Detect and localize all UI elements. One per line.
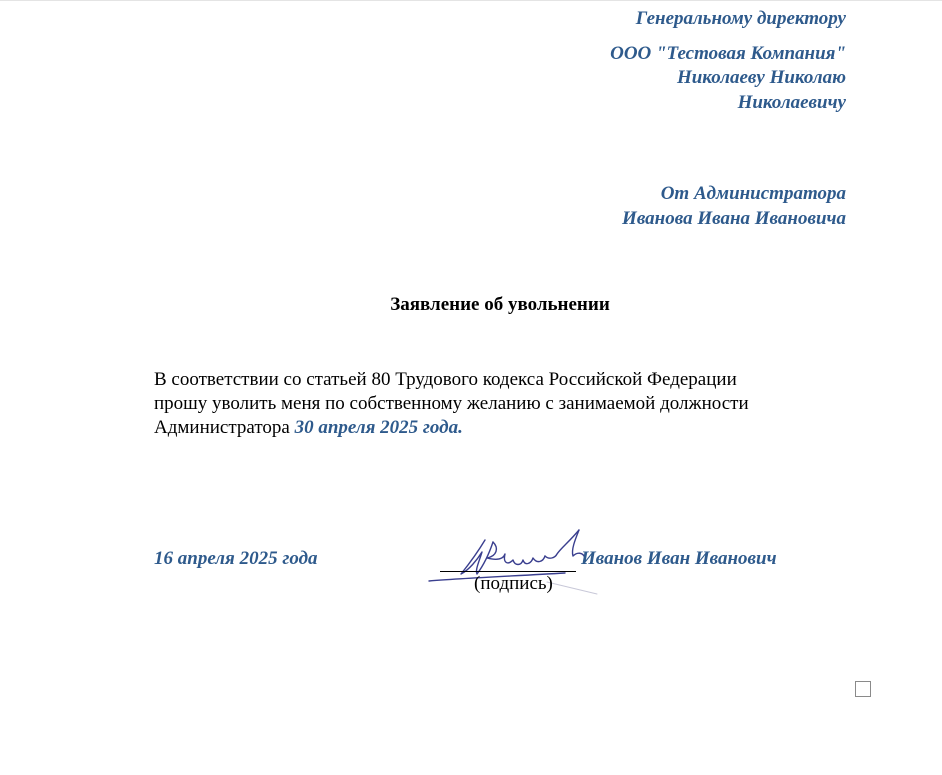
addressee-line-3: Николаеву Николаю: [676, 67, 846, 88]
addressee-line-4: Николаевичу: [737, 92, 846, 113]
dismissal-date: 30 апреля 2025 года.: [294, 417, 463, 438]
document-body: [154, 368, 854, 440]
addressee-line-1: Генеральному директору: [635, 8, 846, 29]
sender-line-2: Иванова Ивана Ивановича: [622, 208, 846, 229]
signer-name: Иванов Иван Иванович: [581, 548, 777, 569]
sender-line-1: От Администратора: [660, 183, 846, 204]
body-line-1: В соответствии со статьей 80 Трудового кодекса Российской Федерации: [154, 369, 737, 390]
top-border: [0, 0, 942, 1]
body-line-3: [154, 416, 854, 440]
checkbox[interactable]: [855, 681, 871, 697]
body-line-3-prefix: Администратора: [154, 417, 295, 438]
document-title: Заявление об увольнении: [390, 294, 610, 315]
addressee-line-2: ООО "Тестовая Компания": [610, 43, 846, 64]
body-line-2: прошу уволить меня по собственному желанию с занимаемой должности: [154, 393, 749, 414]
signature-caption: (подпись): [474, 573, 553, 594]
application-date: 16 апреля 2025 года: [154, 548, 318, 569]
